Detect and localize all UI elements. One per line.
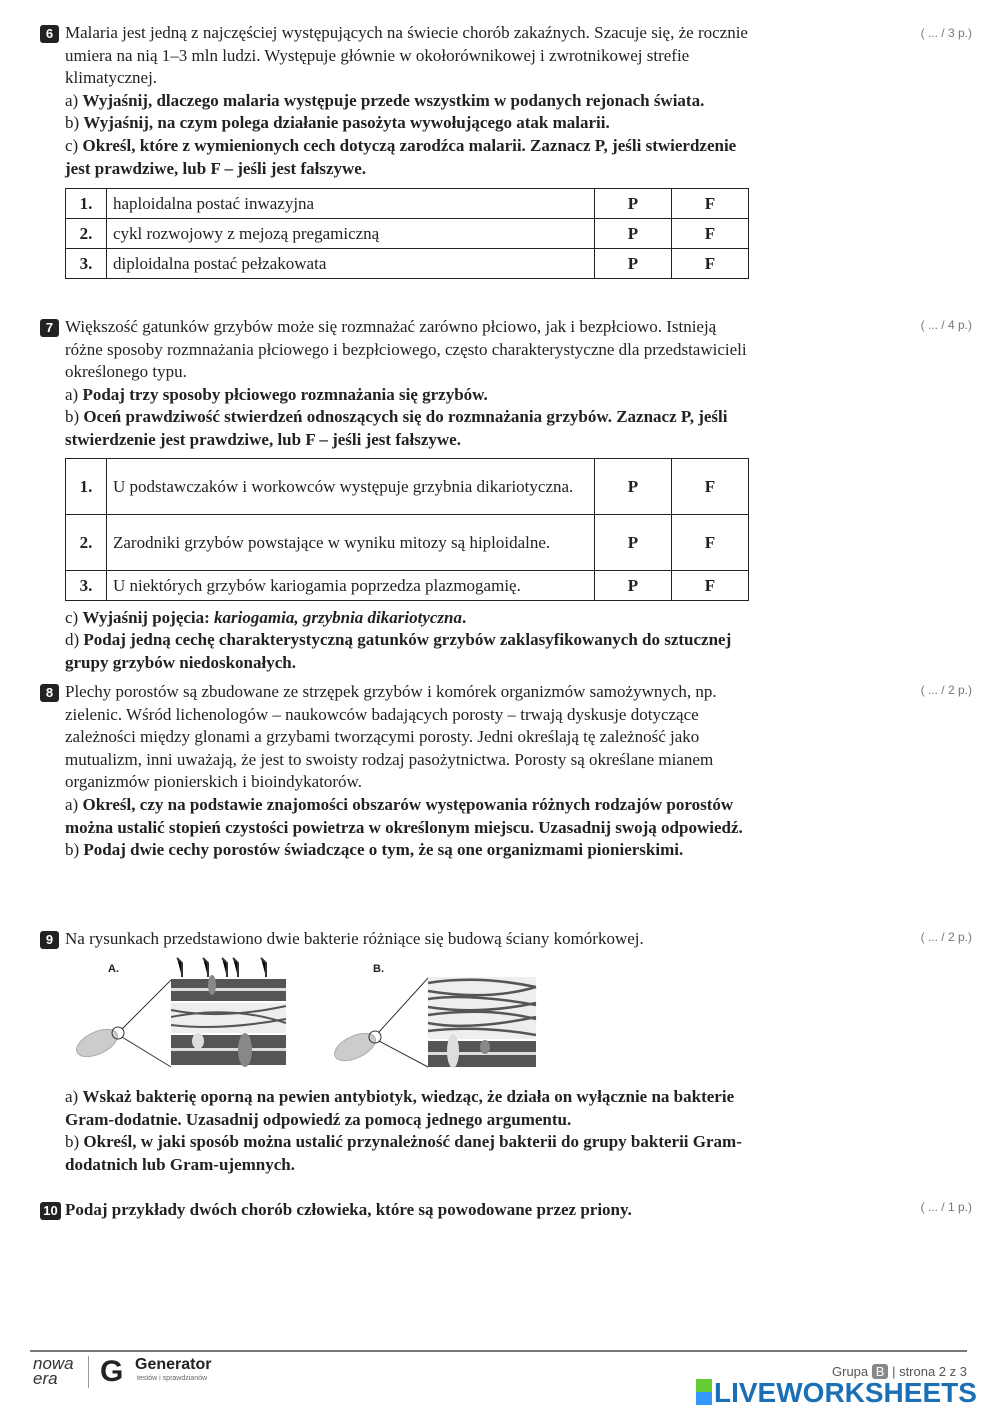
gram-positive-wall-illustration — [70, 955, 290, 1075]
task-a: a) Wskaż bakterię oporną na pewien antybiotyk, wiedząc, że działa on wyłącznie na bakterie Gram-dodatnie. Uzasadnij odpowiedź za pomocą jednego argumentu. — [65, 1087, 735, 1129]
task-b: b) Wyjaśnij, na czym polega działanie pasożyta wywołującego atak malarii. — [65, 113, 610, 133]
option-p[interactable]: P — [595, 570, 672, 600]
footer-divider — [30, 1350, 967, 1352]
group-badge: B — [872, 1364, 889, 1379]
question-intro: Malaria jest jedną z najczęściej występujących na świecie chorób zakaźnych. Szacuje się, że rocznie umiera na nią 1–3 mln ludzi. Występuje głównie w okołorównikowej i zwrotnikowej strefie klimatycznej. — [65, 23, 748, 88]
worksheet-page: 6 Malaria jest jedną z najczęściej występujących na świecie chorób zakaźnych. Szacuje się, że rocznie umiera na nią 1–3 mln ludzi. Występuje głównie w okołorównikowej i zwrotnikowej strefie klimatycznej. a) Wyjaśnij, dlaczego malaria występuje przede wszystkim w podanych rejonach świata. b) Wyjaśnij, na czym polega działanie pasożyta wywołującego atak malarii. c) Określ, które z wymienionych cech dotyczą zarodźca malarii. Zaznacz P, jeśli stwierdzenie jest prawdziwe, lub F – jeśli jest fałszywe. 1. haploidalna postać inwazyjna P F 2. cykl rozwojowy z mejozą pregamiczną P F 3. diploidalna postać pełzakowata P F ( ... / 3 p.) 7 Większość gatunków grzybów może się rozmnażać zarówno płciowo, jak i bezpłciowo. Istnieją różne sposoby rozmnażania płciowego i bezpłciowego, często charakterystyczne dla przedstawicieli określonego typu. a) Podaj trzy sposoby płciowego rozmnażania się grzybów. b) Oceń prawdziwość stwierdzeń odnoszących się do rozmnażania grzybów. Zaznacz P, jeśli stwierdzenie jest prawdziwe, lub F – jeśli jest fałszywe. 1. U podstawczaków i workowców występuje grzybnia dikariotyczna. P F 2. Zarodniki grzybów powstające w wyniku mitozy są hiploidalne. P F 3. U niektórych grzybów kariogamia poprzedza plazmogamię. P F c) Wyjaśnij pojęcia: kariogamia, grzybnia dikariotyczna. d) Podaj jedną cechę charakterystyczną gatunków grzybów zaklasyfikowanych do sztucznej grupy grzybów niedoskonałych. ( ... / 4 p.) 8 Plechy porostów są zbudowane ze strzępek grzybów i komórek organizmów samożywnych, np. zielenic. Wśród lichenologów – naukowców badających porosty – trwają dyskusje dotyczące zależności między glonami a grzybami tworzącymi porosty. Jedni określają tę zależność jako mutualizm, inni uważają, że jest to swoisty rodzaj pasożytnictwa. Porosty są określane mianem organizmów pionierskich i bioindykatorów. a) Określ, czy na podstawie znajomości obszarów występowania różnych rodzajów porostów można ustalić stopień czystości powietrza w określonym miejscu. Uzasadnij swoją odpowiedź. b) Podaj dwie cechy porostów świadczące o tym, że są one organizmami pionierskimi. ( ... / 2 p.) 9 Na rysunkach przedstawiono dwie bakterie różniące się budową ściany komórkowej. ( ... / 2 p.) A. B. a) Wskaż bakterię oporną na pewien antybiotyk, wiedząc, że działa on wyłącznie na bakterie Gram-dodatnie. Uzasadnij odpowiedź za pomocą jednego argumentu. b) Określ, w jaki sposób można ustalić przynależność danej bakterii do grupy bakterii Gram-dodatnich lub Gram-ujemnych. 10 Podaj przykłady dwóch chorób człowieka, które są powodowane przez priony. ( ... / 1 p.) nowa era G Generator testów i sprawdzianów Grupa B | strona 2 z 3 LIVEWORKSHEETS — [0, 0, 1000, 1413]
question-intro: Plechy porostów są zbudowane ze strzępek grzybów i komórek organizmów samożywnych, np. zielenic. Wśród lichenologów – naukowców badających porosty – trwają dyskusje dotyczące zależności między glonami a grzybami tworzącymi porosty. Jedni określają tę zależność jako mutualizm, inni uważają, że jest to swoisty rodzaj pasożytnictwa. Porosty są określane mianem organizmów pionierskich i bioindykatorów. — [65, 682, 717, 792]
task-a: a) Podaj trzy sposoby płciowego rozmnażania się grzybów. — [65, 384, 488, 404]
question-7 — [40, 316, 750, 674]
option-f[interactable]: F — [672, 458, 749, 514]
question-6 — [40, 22, 750, 279]
points-q8: ( ... / 2 p.) — [920, 683, 972, 697]
option-f[interactable]: F — [672, 570, 749, 600]
table-row: 2. cykl rozwojowy z mejozą pregamiczną P F — [66, 219, 749, 249]
question-number: 6 — [40, 25, 59, 43]
option-p[interactable]: P — [595, 189, 672, 219]
table-row: 1. haploidalna postać inwazyjna P F — [66, 189, 749, 219]
question-number: 7 — [40, 319, 59, 337]
option-p[interactable]: P — [595, 514, 672, 570]
question-intro: Na rysunkach przedstawiono dwie bakterie różniące się budową ściany komórkowej. — [65, 929, 644, 948]
page-info: Grupa B | strona 2 z 3 — [832, 1364, 967, 1379]
table-row: 2. Zarodniki grzybów powstające w wyniku mitozy są hiploidalne. P F — [66, 514, 749, 570]
bacteria-figure-a: A. — [70, 955, 290, 1075]
true-false-table — [65, 188, 749, 279]
points-q10: ( ... / 1 p.) — [920, 1200, 972, 1214]
option-p[interactable]: P — [595, 219, 672, 249]
option-p[interactable]: P — [595, 458, 672, 514]
points-q9: ( ... / 2 p.) — [920, 930, 972, 944]
table-row: 1. U podstawczaków i workowców występuje grzybnia dikariotyczna. P F — [66, 458, 749, 514]
question-number: 8 — [40, 684, 59, 702]
option-f[interactable]: F — [672, 514, 749, 570]
table-row: 3. diploidalna postać pełzakowata P F — [66, 249, 749, 279]
task-a: a) Określ, czy na podstawie znajomości obszarów występowania różnych rodzajów porostów można ustalić stopień czystości powietrza w określonym miejscu. Uzasadnij swoją odpowiedź. — [65, 794, 743, 837]
generator-g-icon: G — [100, 1355, 124, 1388]
question-9-tasks — [40, 1086, 750, 1176]
live-icon — [696, 1379, 712, 1405]
option-p[interactable]: P — [595, 249, 672, 279]
option-f[interactable]: F — [672, 249, 749, 279]
logo-divider — [88, 1356, 89, 1388]
nowa-era-logo: nowa era — [33, 1354, 74, 1388]
table-row: 3. U niektórych grzybów kariogamia poprzedza plazmogamię. P F — [66, 570, 749, 600]
option-f[interactable]: F — [672, 219, 749, 249]
bacteria-figure-b: B. — [325, 955, 545, 1075]
question-number: 9 — [40, 931, 59, 949]
task-b: b) Oceń prawdziwość stwierdzeń odnoszących się do rozmnażania grzybów. Zaznacz P, jeśli stwierdzenie jest prawdziwe, lub F – jeśli jest fałszywe. — [65, 407, 728, 449]
question-9 — [40, 928, 750, 951]
task-c: c) Określ, które z wymienionych cech dotyczą zarodźca malarii. Zaznacz P, jeśli stwierdzenie jest prawdziwe, lub F – jeśli jest fałszywe. — [65, 135, 737, 178]
question-10: 10 Podaj przykłady dwóch chorób człowieka, które są powodowane przez priony. — [40, 1199, 750, 1222]
task-c: c) Wyjaśnij pojęcia: kariogamia, grzybnia dikariotyczna. — [65, 607, 467, 627]
liveworksheets-brand: LIVEWORKSHEETS — [696, 1379, 977, 1407]
gram-negative-wall-illustration — [325, 955, 545, 1075]
points-q6: ( ... / 3 p.) — [920, 26, 972, 40]
true-false-table — [65, 458, 749, 601]
task-a: a) Wyjaśnij, dlaczego malaria występuje przede wszystkim w podanych rejonach świata. — [65, 90, 705, 110]
task-d: d) Podaj jedną cechę charakterystyczną gatunków grzybów zaklasyfikowanych do sztucznej grupy grzybów niedoskonałych. — [65, 630, 732, 672]
points-q7: ( ... / 4 p.) — [920, 318, 972, 332]
question-number: 10 — [40, 1202, 61, 1220]
question-intro: Większość gatunków grzybów może się rozmnażać zarówno płciowo, jak i bezpłciowo. Istnieją różne sposoby rozmnażania płciowego i bezpłciowego, często charakterystyczne dla przedstawicieli określonego typu. — [65, 317, 747, 382]
option-f[interactable]: F — [672, 189, 749, 219]
question-8 — [40, 681, 750, 862]
task-b: b) Określ, w jaki sposób można ustalić przynależność danej bakterii do grupy bakterii Gram-dodatnich lub Gram-ujemnych. — [65, 1132, 742, 1174]
task-b: b) Podaj dwie cechy porostów świadczące o tym, że są one organizmami pionierskimi. — [65, 840, 684, 860]
